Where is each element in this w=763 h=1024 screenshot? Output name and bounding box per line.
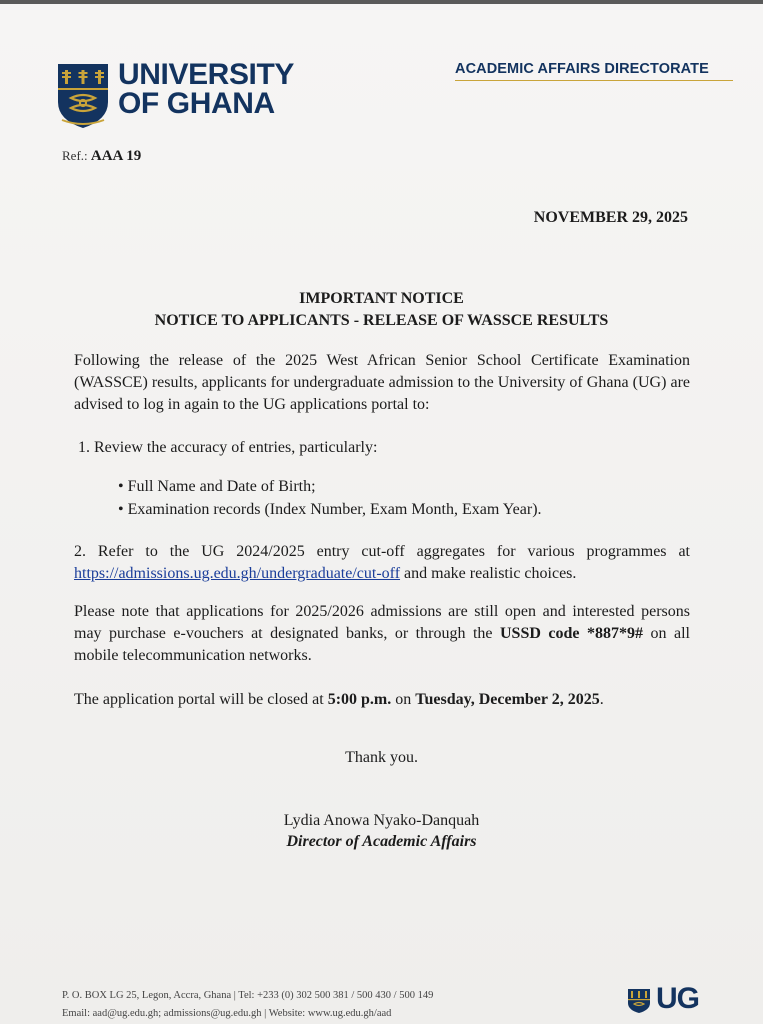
ref-label: Ref.:: [62, 148, 88, 163]
bullet-exam-records: • Examination records (Index Number, Exam Month, Exam Year).: [118, 501, 542, 518]
directorate-underline: [455, 80, 733, 81]
closing-text-b: on: [391, 691, 416, 708]
ref-value: AAA 19: [90, 148, 142, 164]
reference-number: [62, 148, 141, 165]
bullet-full-name: • Full Name and Date of Birth;: [118, 478, 316, 495]
list-item-cutoff: [74, 541, 690, 585]
footer-ug-text: UG: [656, 982, 699, 1015]
cutoff-text: 2. Refer to the UG 2024/2025 entry cut-off aggregates for various programmes at: [74, 543, 690, 560]
thank-you: Thank you.: [345, 749, 418, 766]
footer-address: P. O. BOX LG 25, Legon, Accra, Ghana | Tel: +233 (0) 302 500 381 / 500 430 / 500 149: [62, 990, 434, 1001]
closing-text-c: .: [599, 691, 604, 708]
footer-contacts: Email: aad@ug.edu.gh; admissions@ug.edu.gh | Website: www.ug.edu.gh/aad: [62, 1008, 392, 1019]
directorate-heading: ACADEMIC AFFAIRS DIRECTORATE: [455, 61, 709, 77]
notice-subtitle: NOTICE TO APPLICANTS - RELEASE OF WASSCE RESULTS: [154, 312, 609, 329]
portal-closing-paragraph: [74, 689, 690, 711]
closing-date: Tuesday, December 2, 2025: [415, 691, 600, 708]
footer-crest-icon: [627, 988, 651, 1014]
ussd-code: USSD code *887*9#: [500, 625, 643, 642]
admissions-text-suffix: on all mobile telecommunication networks.: [74, 625, 690, 664]
admissions-text: Please note that applications for 2025/2026 admissions are still open and interested persons may purchase e-vouchers at designated banks, or through the: [74, 603, 690, 642]
intro-paragraph: Following the release of the 2025 West African Senior School Certificate Examination (WASSCE) results, applicants for undergraduate admission to the University of Ghana (UG) are advised to log in again to the UG applications portal to:: [74, 352, 690, 413]
signatory-title: Director of Academic Affairs: [286, 833, 477, 850]
signatory-name: Lydia Anowa Nyako-Danquah: [283, 812, 480, 829]
notice-date: NOVEMBER 29, 2025: [533, 209, 688, 226]
closing-text-a: The application portal will be closed at: [74, 691, 328, 708]
university-name-line2: OF GHANA: [118, 87, 275, 120]
university-name: [118, 60, 294, 118]
cutoff-text-suffix: and make realistic choices.: [400, 565, 577, 582]
list-item-review: 1. Review the accuracy of entries, particularly:: [78, 439, 378, 456]
cutoff-link[interactable]: https://admissions.ug.edu.gh/undergraduate/cut-off: [74, 565, 401, 582]
footer-ug-logo: [627, 982, 727, 1016]
admissions-open-paragraph: [74, 601, 690, 667]
notice-title: IMPORTANT NOTICE: [299, 290, 464, 307]
university-crest-icon: [56, 62, 110, 130]
university-name-line1: UNIVERSITY: [118, 58, 295, 91]
closing-time: 5:00 p.m.: [327, 691, 392, 708]
